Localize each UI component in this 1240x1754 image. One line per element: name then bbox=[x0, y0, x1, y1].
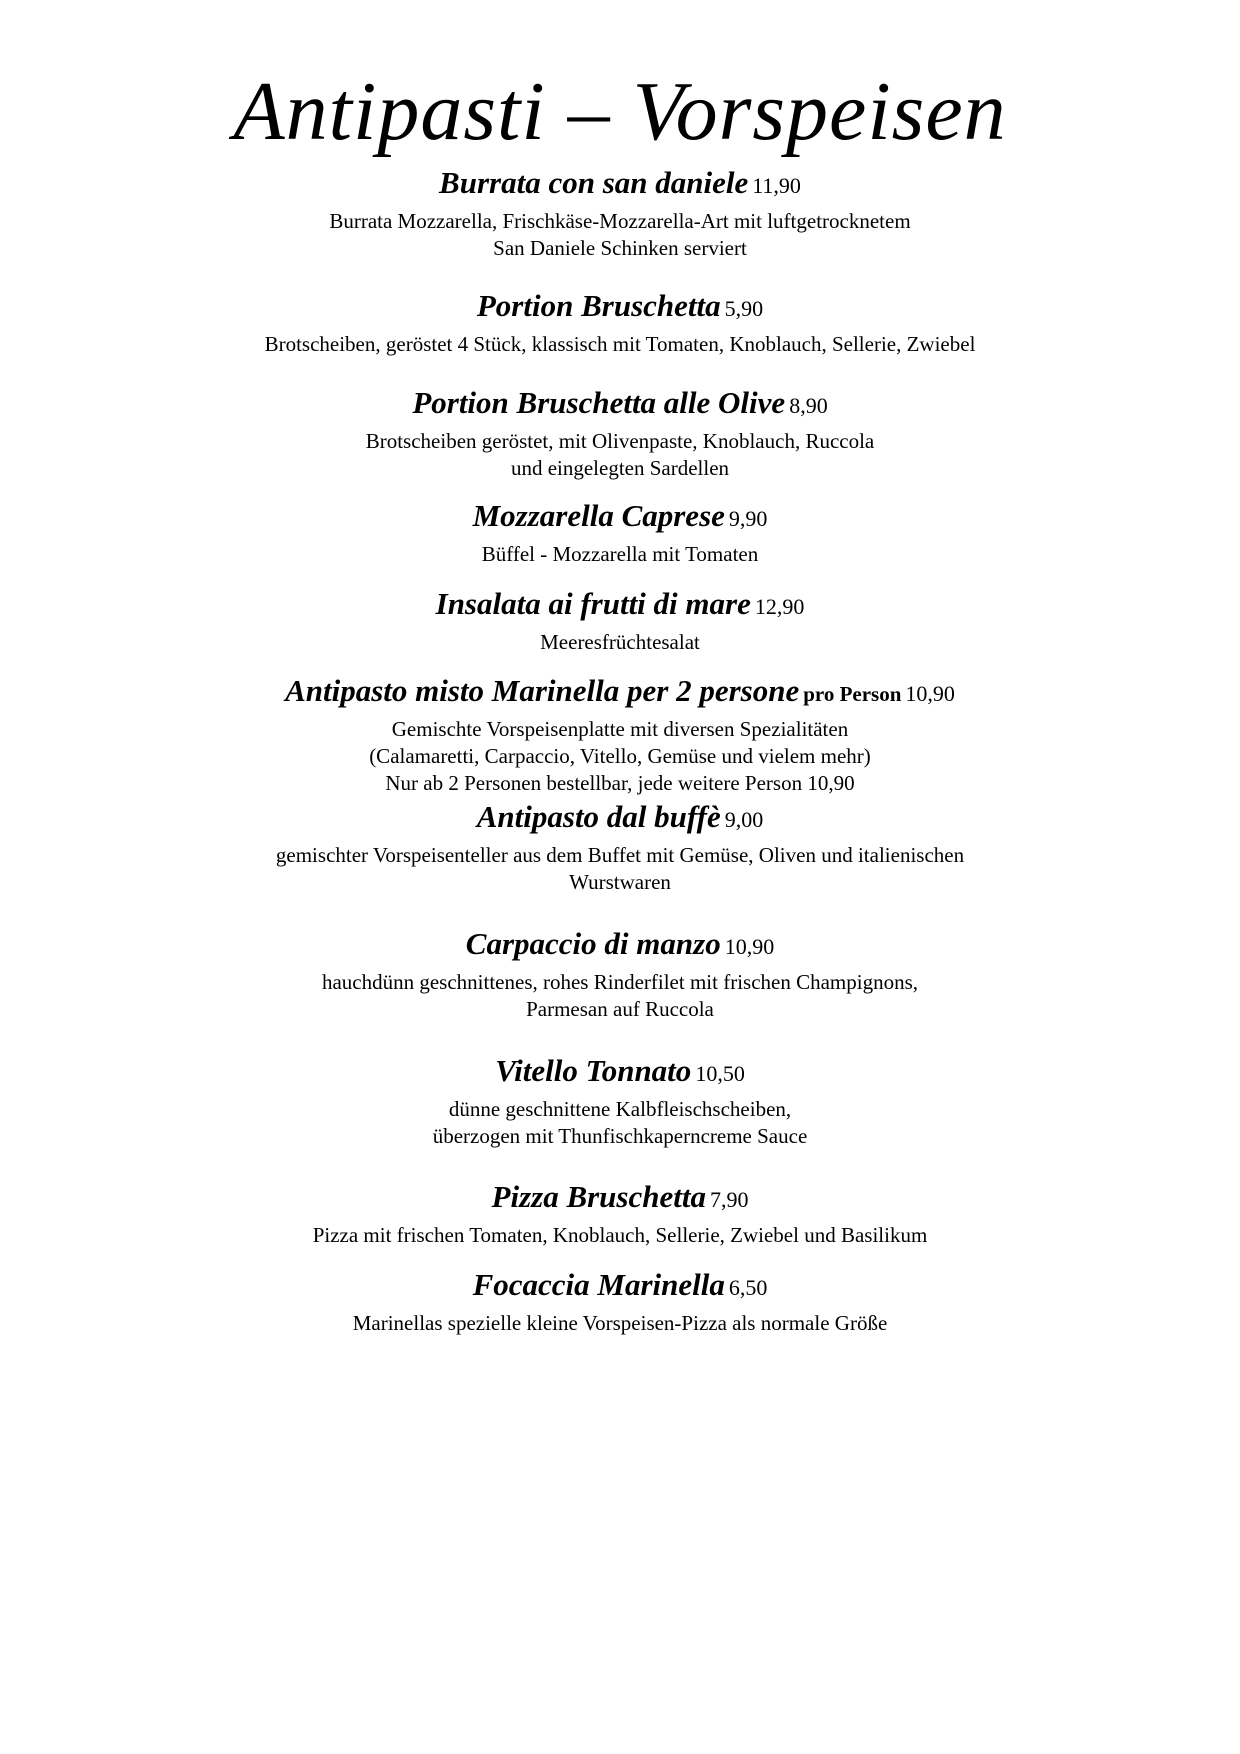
menu-item-price: 12,90 bbox=[754, 594, 805, 619]
description-line: dünne geschnittene Kalbfleischscheiben, bbox=[448, 1097, 792, 1121]
description-line: überzogen mit Thunfischkaperncreme Sauce bbox=[432, 1124, 808, 1148]
menu-item-heading bbox=[0, 1052, 1240, 1096]
description-line: Wurstwaren bbox=[569, 870, 671, 894]
menu-item-unit: pro Person bbox=[803, 682, 902, 706]
menu-item bbox=[0, 1052, 1240, 1150]
menu-item-heading bbox=[0, 672, 1240, 716]
menu-item-name: Focaccia Marinella bbox=[472, 1267, 725, 1302]
menu-item-price: 9,90 bbox=[728, 506, 768, 531]
menu-item-description bbox=[0, 1096, 1240, 1150]
description-line: Parmesan auf Ruccola bbox=[526, 997, 714, 1021]
menu-item-price: 5,90 bbox=[724, 296, 764, 321]
menu-item-heading bbox=[0, 384, 1240, 428]
description-line: Nur ab 2 Personen bestellbar, jede weitere Person 10,90 bbox=[385, 771, 855, 795]
description-line: gemischter Vorspeisenteller aus dem Buffet mit Gemüse, Oliven und italienischen bbox=[275, 843, 965, 867]
menu-item-name: Carpaccio di manzo bbox=[465, 926, 721, 961]
description-line: Marinellas spezielle kleine Vorspeisen-Pizza als normale Größe bbox=[352, 1311, 888, 1335]
menu-item bbox=[0, 497, 1240, 568]
menu-item-heading bbox=[0, 925, 1240, 969]
description-line: Pizza mit frischen Tomaten, Knoblauch, Sellerie, Zwiebel und Basilikum bbox=[312, 1223, 928, 1247]
menu-item bbox=[0, 1266, 1240, 1337]
description-line: Gemischte Vorspeisenplatte mit diversen Spezialitäten bbox=[391, 717, 849, 741]
menu-item bbox=[0, 287, 1240, 358]
menu-item-description bbox=[0, 541, 1240, 568]
menu-item-description bbox=[0, 1310, 1240, 1337]
description-line: Meeresfrüchtesalat bbox=[540, 630, 700, 654]
menu-item-name: Antipasto dal buffè bbox=[476, 799, 721, 834]
menu-item-name: Vitello Tonnato bbox=[495, 1053, 692, 1088]
menu-item-price: 10,90 bbox=[905, 681, 955, 706]
menu-item-description bbox=[0, 428, 1240, 482]
menu-item-price: 9,00 bbox=[724, 807, 764, 832]
menu-item-price: 11,90 bbox=[752, 173, 801, 198]
menu-item bbox=[0, 164, 1240, 262]
description-line: hauchdünn geschnittenes, rohes Rinderfilet mit frischen Champignons, bbox=[321, 970, 919, 994]
menu-item-name: Mozzarella Caprese bbox=[472, 498, 725, 533]
description-line: Brotscheiben geröstet, mit Olivenpaste, Knoblauch, Ruccola bbox=[365, 429, 875, 453]
menu-item-name: Antipasto misto Marinella per 2 persone bbox=[285, 673, 800, 708]
menu-item bbox=[0, 798, 1240, 896]
menu-item-name: Portion Bruschetta bbox=[476, 288, 721, 323]
menu-item bbox=[0, 1178, 1240, 1249]
menu-item-name: Insalata ai frutti di mare bbox=[435, 586, 751, 621]
menu-item-description bbox=[0, 969, 1240, 1023]
description-line: Büffel - Mozzarella mit Tomaten bbox=[481, 542, 759, 566]
menu-item-description bbox=[0, 629, 1240, 656]
menu-item-description bbox=[0, 331, 1240, 358]
menu-item-name: Burrata con san daniele bbox=[439, 165, 749, 200]
description-line: und eingelegten Sardellen bbox=[510, 456, 730, 480]
menu-item bbox=[0, 672, 1240, 797]
menu-item-heading bbox=[0, 1266, 1240, 1310]
menu-item-heading bbox=[0, 164, 1240, 208]
menu-item-heading bbox=[0, 798, 1240, 842]
menu-item-heading bbox=[0, 1178, 1240, 1222]
menu-item-price: 7,90 bbox=[709, 1187, 749, 1212]
menu-item-price: 10,50 bbox=[695, 1061, 745, 1086]
menu-item-description bbox=[0, 842, 1240, 896]
description-line: Brotscheiben, geröstet 4 Stück, klassisch mit Tomaten, Knoblauch, Sellerie, Zwiebel bbox=[264, 332, 976, 356]
description-line: San Daniele Schinken serviert bbox=[493, 236, 747, 260]
menu-item-price: 10,90 bbox=[724, 934, 775, 959]
menu-item-heading bbox=[0, 585, 1240, 629]
menu-item-name: Pizza Bruschetta bbox=[491, 1179, 706, 1214]
description-line: Burrata Mozzarella, Frischkäse-Mozzarella-Art mit luftgetrocknetem bbox=[329, 209, 911, 233]
page-title: Antipasti – Vorspeisen bbox=[233, 65, 1007, 158]
menu-item-name: Portion Bruschetta alle Olive bbox=[412, 385, 786, 420]
menu-item bbox=[0, 925, 1240, 1023]
menu-item-heading bbox=[0, 497, 1240, 541]
menu-item-description bbox=[0, 208, 1240, 262]
menu-item-description bbox=[0, 1222, 1240, 1249]
menu-item-heading bbox=[0, 287, 1240, 331]
menu-item bbox=[0, 384, 1240, 482]
description-line: (Calamaretti, Carpaccio, Vitello, Gemüse und vielem mehr) bbox=[369, 744, 871, 768]
menu-item bbox=[0, 585, 1240, 656]
menu-item-description bbox=[0, 716, 1240, 797]
menu-item-price: 8,90 bbox=[789, 393, 828, 418]
menu-item-price: 6,50 bbox=[728, 1275, 768, 1300]
